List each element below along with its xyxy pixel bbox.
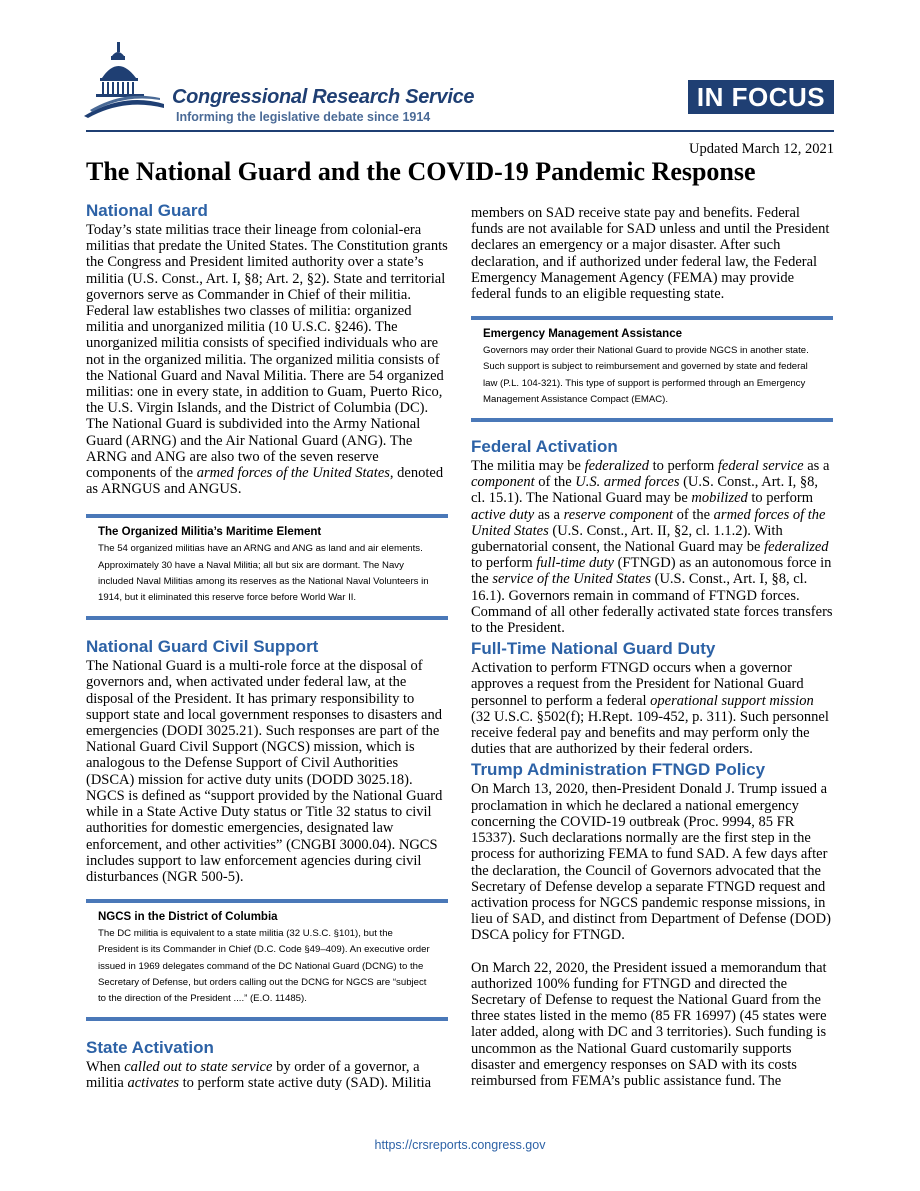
paragraph-sad-funding: members on SAD receive state pay and benefits. Federal funds are not available for SAD unless and until the President declares an emergency or a major disaster. After such declaration, and if authorized under federal law, the Federal Emergency Management Agency (FEMA) may provide federal funds to an eligible requesting state. [471, 205, 830, 303]
paragraph-federal-activation: The militia may be federalized to perform federal service as a component of the U.S. armed forces (U.S. Const., Art. I, §8, cl. 15.1). The National Guard may be mobilized to perform active duty as a reserve component of the armed forces of the United States (U.S. Const., Art. II, §2, cl. 1.1.2). With gubernatorial consent, the National Guard may be federalized to perform full-time duty (FTNGD) as an autonomous force in the service of the United States (U.S. Const., Art. I, §8, cl. 16.1). Governors remain in command of FTNGD forces. Command of all other federally activated state forces transfers to the President. [471, 458, 833, 637]
sidebar-box-dc [86, 899, 448, 1021]
heading-ftngd: Full-Time National Guard Duty [471, 639, 716, 659]
sidebar-box-maritime [86, 514, 448, 620]
left-column [86, 200, 448, 1092]
box-body: Governors may order their National Guard to provide NGCS in another state. Such support is subject to reimbursement and governed by state and federal law (P.L. 104-321). This type of support is performed through an Emergency Management Assistance Compact (EMAC). [483, 345, 809, 405]
updated-date: Updated March 12, 2021 [689, 141, 834, 157]
paragraph-national-guard: Today’s state militias trace their lineage from colonial-era militias that predate the United States. The Constitution grants the Congress and President limited authority over a state’s militia (U.S. Const., Art. I, §8; Art. 2, §2). State and territorial governors serve as Commander in Chief of their militia. Federal law establishes two classes of militia: organized militia and unorganized militia (10 U.S.C. §246). The unorganized militia consists of specified individuals who are not in the organized militia. The organized militia consists of the National Guard and Naval Militia. There are 54 organized militias: one in every state, in addition to Guam, Puerto Rico, the U.S. Virgin Islands, and the District of Columbia (DC). The National Guard is subdivided into the Army National Guard (ARNG) and the Air National Guard (ANG). The ARNG and ANG are also two of the seven reserve components of the armed forces of the United States, denoted as ARNGUS and ANGUS. [86, 222, 448, 498]
sidebar-box-emac [471, 316, 833, 422]
heading-national-guard: National Guard [86, 201, 208, 220]
right-column [471, 205, 833, 1089]
box-body: The DC militia is equivalent to a state militia (32 U.S.C. §101), but the President is its Commander in Chief (D.C. Code §49–409). An executive order issued in 1969 delegates command of the DC National Guard (DCNG) to the Secretary of Defense, but orders calling out the DCNG for NGCS are “subject to the direction of the President ....” (E.O. 11485). [98, 928, 430, 1004]
masthead [0, 0, 920, 186]
box-title: Emergency Management Assistance [483, 328, 682, 341]
header-divider [86, 130, 834, 132]
in-focus-badge: IN FOCUS [688, 80, 834, 114]
heading-civil-support: National Guard Civil Support [86, 637, 319, 657]
paragraph-trump-policy-1: On March 13, 2020, then-President Donald J. Trump issued a proclamation in which he declared a national emergency concerning the COVID-19 outbreak (Proc. 9994, 85 FR 15337). Such declarations normally are the first step in the process for authorizing FEMA to fund SAD. A few days after the declaration, the Council of Governors advocated that the Secretary of Defense develop a separate FTNGD request and activation process for NGCS pandemic response missions, in lieu of SAD, and distinct from Department of Defense (DOD) DSCA policy for FTNGD. [471, 781, 831, 944]
capitol-dome-icon [84, 38, 164, 118]
paragraph-state-activation: When called out to state service by order of a governor, a militia activates to perform state active duty (SAD). Militia [86, 1059, 432, 1092]
box-body: The 54 organized militias have an ARNG and ANG as land and air elements. Approximately 30 have a Naval Militia; all but six are dormant. The Navy included Naval Militias among its reserves as the National Naval Volunteers in 1914, but it eliminated this reserve force before World War II. [98, 543, 429, 604]
heading-state-activation: State Activation [86, 1038, 214, 1058]
heading-trump-policy: Trump Administration FTNGD Policy [471, 760, 766, 780]
paragraph-ftngd: Activation to perform FTNGD occurs when a governor approves a request from the President for National Guard personnel to perform a federal operational support mission (32 U.S.C. §502(f); H.Rept. 109-452, p. 311). Such personnel receive federal pay and benefits and may perform only the duties that are authorized by their federal orders. [471, 660, 829, 758]
paragraph-civil-support: The National Guard is a multi-role force at the disposal of governors and, when activated under federal law, at the disposal of the President. It has primary responsibility to support state and local government responses to disasters and emergencies (DODI 3025.21). Such responses are part of the National Guard Civil Support (NGCS) mission, which is analogous to the Defense Support of Civil Authorities (DSCA) mission for active duty units (DODD 3025.18). NGCS is defined as “support provided by the National Guard while in a State Active Duty status or Title 32 status to civil authorities for domestic emergencies, designated law enforcement, and other activities” (CNGBI 3000.04). NGCS includes support to law enforcement agencies during civil disturbances (NGR 500-5). [86, 658, 443, 885]
org-name: Congressional Research Service [172, 86, 475, 108]
footer-url[interactable]: https://crsreports.congress.gov [374, 1138, 546, 1152]
box-title: The Organized Militia’s Maritime Element [98, 526, 322, 539]
paragraph-trump-policy-2: On March 22, 2020, the President issued a memorandum that authorized 100% funding for FTNGD and directed the Secretary of Defense to request the National Guard from the three states listed in the memo (85 FR 16997) (45 states were later added, along with DC and 3 territories). Such funding is uncommon as the National Guard customarily supports disaster and emergency responses on SAD with its costs reimbursed from FEMA’s public assistance fund. The [471, 959, 827, 1089]
heading-federal-activation: Federal Activation [471, 437, 618, 457]
box-title: NGCS in the District of Columbia [98, 911, 278, 924]
page-title: The National Guard and the COVID-19 Pandemic Response [86, 157, 756, 186]
org-tagline: Informing the legislative debate since 1914 [176, 110, 431, 124]
